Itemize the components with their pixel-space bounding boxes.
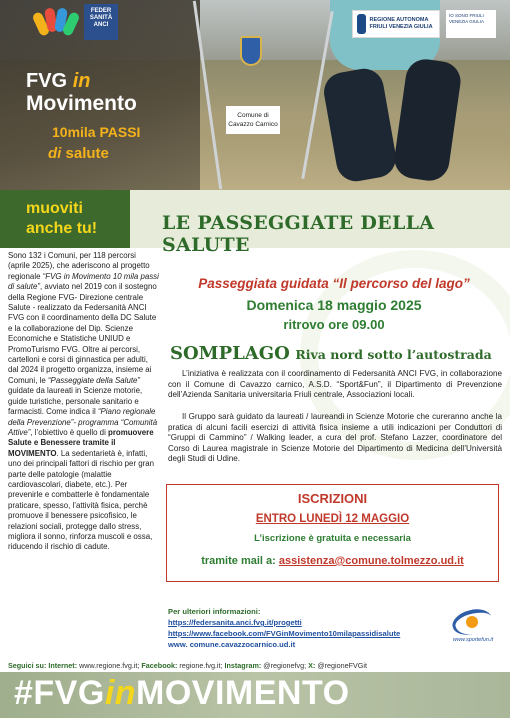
eagle-emblem-icon [357, 14, 366, 34]
iscrizioni-free: L’iscrizione è gratuita e necessaria [254, 533, 411, 544]
io-sono-fvg-logo: IO SONO FRIULI VENEZIA GIULIA [446, 10, 496, 38]
event-paragraph-2: Il Gruppo sarà guidato da laureati / laureandi in Scienze Motorie che cureranno anche la pratica di alcuni facili esercizi di attività fisica insieme a utili indicazioni per Conduttori di “Gruppi di Cammino” / Walking leader, a cura del prof. Stefano Lazzer, coordinatore del Corso di Laurea magistrale in Scienze Motorie del Dipartimento di Medicina dell’Università degli Studi di Udine. [168, 412, 502, 463]
event-date: Domenica 18 maggio 2025 [246, 297, 422, 313]
iscrizioni-title: ISCRIZIONI [297, 491, 368, 506]
email-link[interactable]: assistenza@comune.tolmezzo.ud.it [278, 555, 464, 567]
federsanita-link[interactable]: https://federsanita.anci.fvg.it/progetti [168, 618, 302, 627]
subtitle-salute: di salute [48, 145, 109, 162]
sport-and-fun-logo [446, 606, 500, 646]
hashtag-fvg-in-movimento: #FVGinMOVIMENTO [14, 674, 350, 712]
sport-url: www.sportefun.it [452, 637, 494, 643]
headline-passeggiate: LE PASSEGGIATE DELLA SALUTE [162, 212, 435, 256]
federsanita-logo: FEDER SANITÀ ANCI [84, 4, 118, 40]
info-heading: Per ulteriori informazioni: [168, 607, 261, 616]
title-fvg: FVG in [26, 70, 91, 92]
event-place: SOMPLAGO Riva nord sotto l’autostrada [170, 343, 492, 364]
regione-fvg-logo [352, 10, 440, 38]
event-time: ritrovo ore 09.00 [283, 317, 385, 332]
ball-icon [466, 616, 478, 628]
iscrizioni-mail: tramite mail a: assistenza@comune.tolmezzo.ud.it [201, 555, 464, 567]
comune-crest-icon [240, 36, 262, 66]
regione-label: REGIONE AUTONOMA FRIULI VENEZIA GIULIA [369, 17, 433, 30]
iscrizioni-box [166, 484, 499, 582]
event-paragraph-1: L’iniziativa è realizzata con il coordinamento di Federsanità ANCI FVG, in collaborazione con il Comune di Cavazzo carnico, A.S.D. “Sport&Fun”, il Dipartimento di Prevenzione dell’Azienda Sanitaria universitaria Friuli centrale, Associazioni locali. [168, 369, 502, 399]
facebook-link[interactable]: https://www.facebook.com/FVGinMovimento10milapassidisalute [168, 629, 401, 638]
iscrizioni-deadline: ENTRO LUNEDÌ 12 MAGGIO [255, 513, 410, 525]
subtitle-passi: 10mila PASSI [52, 124, 141, 140]
follow-us-line: Seguici su: Internet: www.regione.fvg.it; Facebook: regione.fvg.it; Instagram: @regionefvg; X: @regioneFVGit [8, 661, 367, 670]
muoviti-anche-tu: muoviti anche tu! [26, 200, 98, 237]
event-title: Passeggiata guidata “Il percorso del lago” [198, 276, 470, 291]
comune-label: Comune di Cavazzo Carnico [226, 106, 280, 134]
left-column-text: Sono 132 i Comuni, per 118 percorsi (aprile 2025), che aderiscono al progetto regionale “FVG in Movimento 10 mila passi di salute”, avviato nel 2019 con il sostegno della Regione FVG- Direzione centrale Salute - realizzato da Federsanità ANCI FVG con il coordinamento della DC Salute e la collaborazione del Dip. Scienze Economiche e Statistiche UNIUD e PromoTurismo FVG. Oltre ai percorsi, cartelloni e corsi di ginnastica per adulti, dal 2024 il progetto organizza, insieme ai Comuni, le “Passeggiate della Salute” guidate da laureati in Scienze motorie, guide turistiche, personale sanitario e farmacisti. Come indica il “Piano regionale della Prevenzione”- programma “Comunità Attive”, l’obiettivo è quello di promuovere Salute e Benessere tramite il MOVIMENTO. La sedentarietà è, infatti, uno dei principali fattori di rischio per gran parte delle patologie (malattie cardiovascolari, diabete, etc.). Per prevenirle e combatterle è fondamentale praticare, spesso, l’attività fisica, perchè promuove il benessere psicofisico, le relazioni sociali, protegge dallo stress, migliora il sonno, rinforza muscoli e ossa, riducendo il rischio di cadute. [8, 251, 159, 552]
comune-link[interactable]: www. comune.cavazzocarnico.ud.it [168, 640, 296, 649]
title-movimento: Movimento [26, 92, 137, 115]
fvg-in-movimento-logo-icon [36, 6, 80, 38]
info-links [168, 606, 438, 650]
